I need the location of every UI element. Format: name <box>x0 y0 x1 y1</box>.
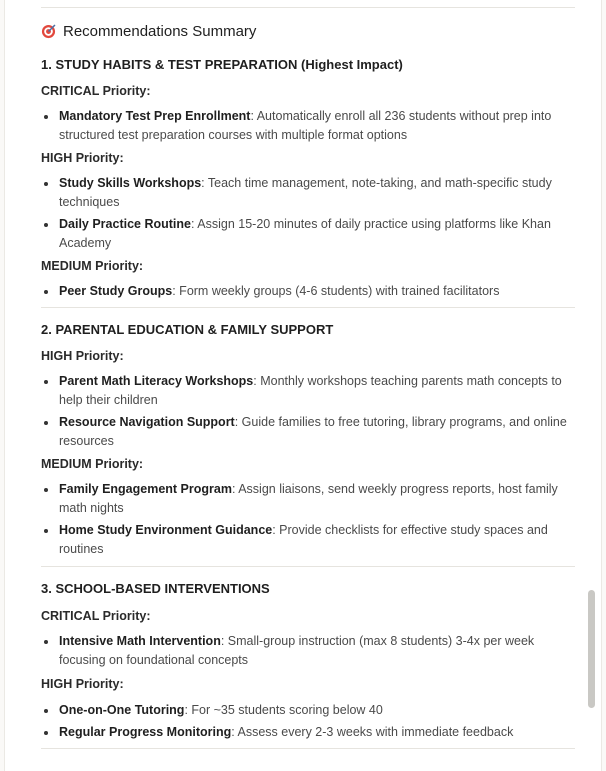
summary-title: Recommendations Summary <box>63 22 257 40</box>
divider <box>41 566 575 567</box>
list-item <box>41 174 575 212</box>
priority-label: CRITICAL Priority: <box>41 609 151 623</box>
section-parental-education <box>41 321 575 559</box>
priority-label: MEDIUM Priority: <box>41 259 144 273</box>
item-desc: : Form weekly groups (4-6 students) with trained facilitators <box>172 284 500 298</box>
list-item <box>41 413 575 451</box>
divider <box>41 748 575 749</box>
section-heading: 2. PARENTAL EDUCATION & FAMILY SUPPORT <box>41 322 334 337</box>
priority-label: CRITICAL Priority: <box>41 84 151 98</box>
item-name: Daily Practice Routine <box>59 217 191 231</box>
item-name: Resource Navigation Support <box>59 415 235 429</box>
item-desc: : Assign 15-20 minutes of daily practice using platforms like Khan Academy <box>59 217 551 250</box>
list-item <box>41 107 575 145</box>
section-heading: 3. SCHOOL-BASED INTERVENTIONS <box>41 581 270 596</box>
item-desc: : Provide checklists for effective study spaces and routines <box>59 523 548 556</box>
priority-label: HIGH Priority: <box>41 151 124 165</box>
scrollbar-thumb[interactable] <box>588 590 595 708</box>
recommendation-list <box>41 174 575 253</box>
recommendation-list <box>41 372 575 451</box>
section-heading: 1. STUDY HABITS & TEST PREPARATION (Highest Impact) <box>41 57 403 72</box>
recommendation-list <box>41 107 575 145</box>
list-item <box>41 521 575 559</box>
item-name: Regular Progress Monitoring <box>59 725 232 739</box>
recommendation-list <box>41 480 575 559</box>
list-item <box>41 480 575 518</box>
priority-label: HIGH Priority: <box>41 677 124 691</box>
list-item <box>41 701 575 720</box>
item-name: One-on-One Tutoring <box>59 703 185 717</box>
item-desc: : Assess every 2-3 weeks with immediate feedback <box>231 725 514 739</box>
section-study-habits <box>41 56 575 301</box>
summary-heading <box>41 21 575 41</box>
list-item <box>41 372 575 410</box>
item-desc: : Assign liaisons, send weekly progress reports, host family math nights <box>59 482 558 515</box>
item-name: Study Skills Workshops <box>59 176 202 190</box>
divider <box>41 7 575 8</box>
item-name: Intensive Math Intervention <box>59 634 221 648</box>
list-item <box>41 723 575 742</box>
item-desc: : Automatically enroll all 236 students without prep into structured test preparation courses with multiple format options <box>59 109 552 142</box>
item-name: Mandatory Test Prep Enrollment <box>59 109 251 123</box>
recommendation-list <box>41 701 575 742</box>
list-item <box>41 282 575 301</box>
item-desc: : For ~35 students scoring below 40 <box>184 703 383 717</box>
section-school-interventions <box>41 580 575 742</box>
divider <box>41 307 575 308</box>
item-desc: : Small-group instruction (max 8 students) 3-4x per week focusing on foundational concepts <box>59 634 535 667</box>
priority-label: HIGH Priority: <box>41 349 124 363</box>
list-item <box>41 215 575 253</box>
item-desc: : Monthly workshops teaching parents math concepts to help their children <box>59 374 562 407</box>
priority-label: MEDIUM Priority: <box>41 457 144 471</box>
item-desc: : Teach time management, note-taking, and math-specific study techniques <box>59 176 552 209</box>
chat-message-panel <box>4 0 602 771</box>
item-name: Family Engagement Program <box>59 482 232 496</box>
list-item <box>41 632 575 670</box>
item-desc: : Guide families to free tutoring, library programs, and online resources <box>59 415 567 448</box>
recommendation-list <box>41 282 575 301</box>
recommendation-list <box>41 632 575 670</box>
item-name: Parent Math Literacy Workshops <box>59 374 254 388</box>
recommendations-content <box>41 0 575 749</box>
item-name: Home Study Environment Guidance <box>59 523 273 537</box>
item-name: Peer Study Groups <box>59 284 173 298</box>
target-icon <box>41 24 56 39</box>
